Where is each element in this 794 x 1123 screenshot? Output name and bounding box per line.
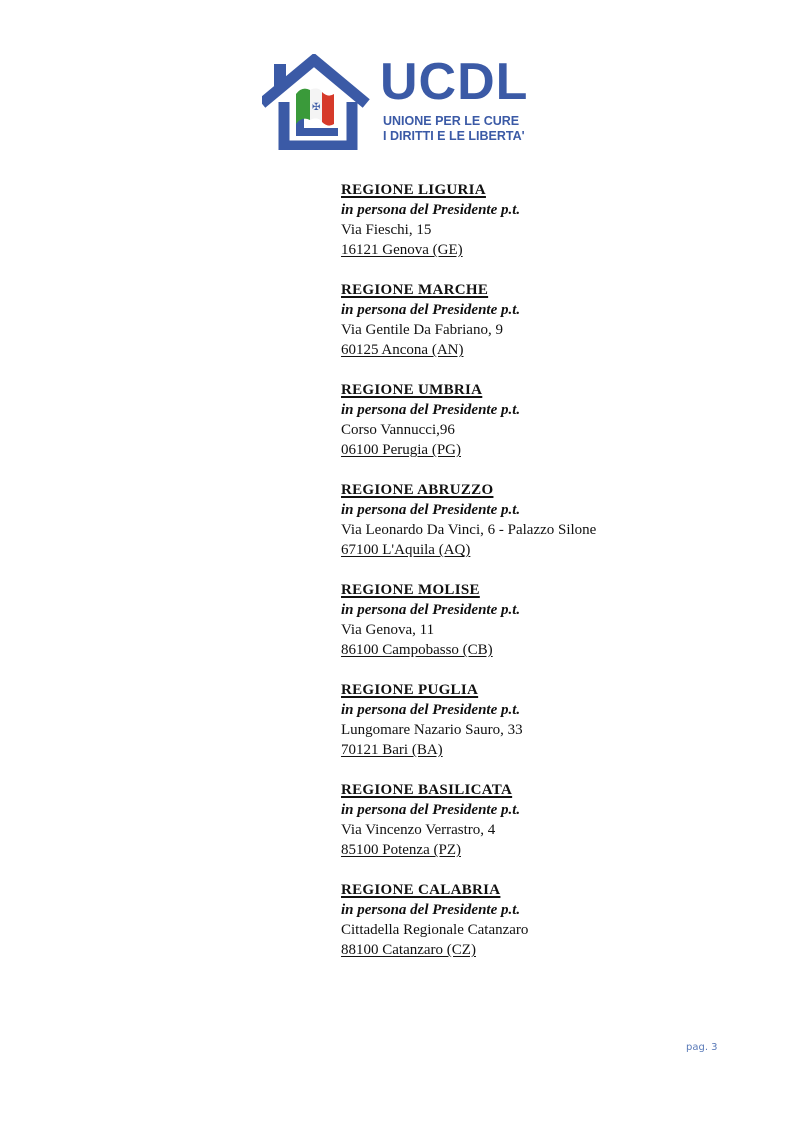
region-city: 06100 Perugia (PG) — [341, 442, 461, 458]
recipient-block — [341, 380, 761, 460]
region-role: in persona del Presidente p.t. — [341, 302, 521, 318]
logo-title: UCDL — [380, 53, 529, 111]
region-name: REGIONE MARCHE — [341, 282, 489, 298]
region-street: Via Vincenzo Verrastro, 4 — [341, 822, 496, 838]
region-city: 85100 Potenza (PZ) — [341, 842, 461, 858]
region-role: in persona del Presidente p.t. — [341, 202, 521, 218]
region-city: 16121 Genova (GE) — [341, 242, 463, 258]
region-street: Via Fieschi, 15 — [341, 222, 432, 238]
region-role: in persona del Presidente p.t. — [341, 402, 521, 418]
region-role: in persona del Presidente p.t. — [341, 902, 521, 918]
region-role: in persona del Presidente p.t. — [341, 502, 521, 518]
region-name: REGIONE BASILICATA — [341, 782, 513, 798]
recipient-block — [341, 180, 761, 260]
region-name: REGIONE PUGLIA — [341, 682, 479, 698]
region-name: REGIONE MOLISE — [341, 582, 480, 598]
region-street: Via Gentile Da Fabriano, 9 — [341, 322, 503, 338]
logo-subtitle-line1: UNIONE PER LE CURE — [383, 114, 520, 128]
region-name: REGIONE CALABRIA — [341, 882, 501, 898]
recipient-block — [341, 580, 761, 660]
logo-subtitle-line2: I DIRITTI E LE LIBERTA' — [383, 129, 525, 143]
region-role: in persona del Presidente p.t. — [341, 702, 521, 718]
recipient-block — [341, 680, 761, 760]
region-street: Lungomare Nazario Sauro, 33 — [341, 722, 523, 738]
region-role: in persona del Presidente p.t. — [341, 602, 521, 618]
region-city: 70121 Bari (BA) — [341, 742, 443, 758]
region-city: 86100 Campobasso (CB) — [341, 642, 493, 658]
recipient-block — [341, 280, 761, 360]
house-with-italian-flag-icon — [262, 54, 372, 150]
region-street: Cittadella Regionale Catanzaro — [341, 922, 529, 938]
region-name: REGIONE UMBRIA — [341, 382, 483, 398]
region-street: Corso Vannucci,96 — [341, 422, 455, 438]
recipient-block — [341, 480, 761, 560]
region-city: 88100 Catanzaro (CZ) — [341, 942, 476, 958]
svg-text:✠: ✠ — [312, 102, 321, 113]
region-city: 60125 Ancona (AN) — [341, 342, 464, 358]
region-city: 67100 L'Aquila (AQ) — [341, 542, 471, 558]
page-number: pag. 3 — [686, 1042, 718, 1053]
recipient-block — [341, 880, 761, 960]
region-street: Via Leonardo Da Vinci, 6 - Palazzo Silone — [341, 522, 597, 538]
ucdl-logo — [262, 54, 532, 150]
region-name: REGIONE ABRUZZO — [341, 482, 494, 498]
region-street: Via Genova, 11 — [341, 622, 435, 638]
recipient-block — [341, 780, 761, 860]
recipient-list — [341, 180, 761, 980]
region-name: REGIONE LIGURIA — [341, 182, 486, 198]
region-role: in persona del Presidente p.t. — [341, 802, 521, 818]
